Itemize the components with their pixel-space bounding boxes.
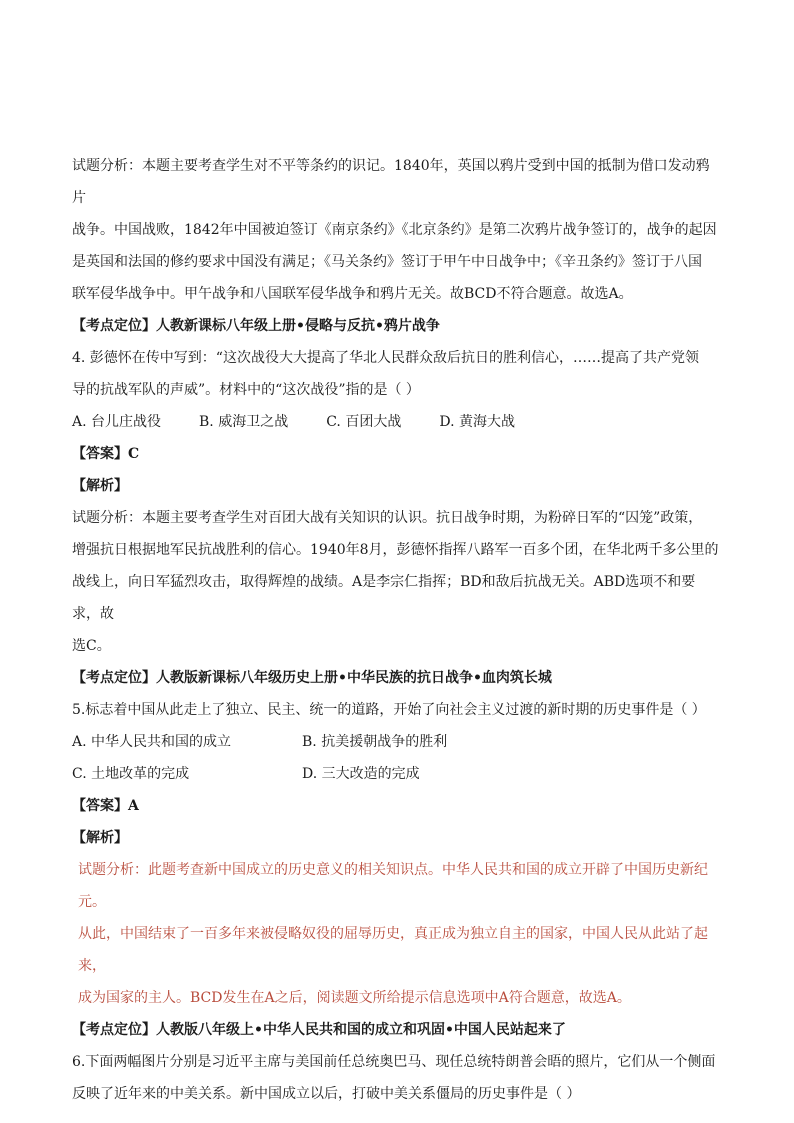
- q3-analysis-line-3: 是英国和法国的修约要求中国没有满足；《马关条约》签订于甲午中日战争中；《辛丑条约》签订于八国: [72, 254, 702, 270]
- document-page: [72, 150, 722, 1110]
- q3-analysis-line-4: 联军侵华战争中。甲午战争和八国联军侵华战争和鸦片无关。故BCD不符合题意。故选A。: [72, 286, 633, 302]
- q5-option-c: C. 土地改革的完成: [72, 766, 190, 782]
- q4-analysis-line-2: 增强抗日根据地军民抗战胜利的信心。1940年8月，彭德怀指挥八路军一百多个团，在华北两千多公里的: [72, 542, 719, 558]
- q6-stem-line-1: 6.下面两幅图片分别是习近平主席与美国前任总统奥巴马、现任总统特朗普会晤的照片，它们从一个侧面: [72, 1054, 716, 1070]
- q4-jiexi: 【解析】: [72, 478, 128, 494]
- q5-option-d: D. 三大改造的完成: [302, 766, 420, 782]
- q5-kaodian: 【考点定位】人教版八年级上•中华人民共和国的成立和巩固•中国人民站起来了: [72, 1022, 566, 1038]
- q5-option-a: A. 中华人民共和国的成立: [72, 734, 232, 750]
- q4-options: [72, 406, 722, 438]
- q4-answer: 【答案】C: [72, 446, 140, 462]
- q4-stem-line-1: 4. 彭德怀在传中写到：“这次战役大大提高了华北人民群众敌后抗日的胜利信心，……提高了共产党领: [72, 350, 699, 366]
- q4-analysis-line-4: 选C。: [72, 638, 111, 654]
- q5-analysis-line-1: 试题分析：此题考查新中国成立的历史意义的相关知识点。中华人民共和国的成立开辟了中国历史新纪元。: [78, 862, 708, 910]
- q4-option-b: B. 威海卫之战: [199, 414, 289, 430]
- q4-stem: [72, 342, 722, 406]
- q6-stem-line-2: 反映了近年来的中美关系。新中国成立以后，打破中美关系僵局的历史事件是（ ）: [72, 1086, 581, 1102]
- q3-analysis-line-1: 试题分析：本题主要考查学生对不平等条约的识记。1840年，英国以鸦片受到中国的抵制为借口发动鸦片: [72, 158, 710, 206]
- q4-kaodian: 【考点定位】人教版新课标八年级历史上册•中华民族的抗日战争•血肉筑长城: [72, 670, 552, 686]
- q5-answer: 【答案】A: [72, 798, 139, 814]
- q5-option-b: B. 抗美援朝战争的胜利: [302, 734, 448, 750]
- q4-option-d: D. 黄海大战: [439, 414, 515, 430]
- q3-analysis-line-2: 战争。中国战败，1842年中国被迫签订《南京条约》《北京条约》是第二次鸦片战争签订的，战争的起因: [72, 222, 717, 238]
- q5-analysis-line-2: 从此，中国结束了一百多年来被侵略奴役的屈辱历史，真正成为独立自主的国家，中国人民从此站了起来，: [78, 926, 708, 974]
- q4-analysis: [72, 502, 722, 662]
- q5-jiexi: 【解析】: [72, 830, 128, 846]
- q5-options-row-1: [72, 726, 722, 758]
- q4-option-c: C. 百团大战: [326, 414, 402, 430]
- q4-option-a: A. 台儿庄战役: [72, 414, 162, 430]
- q6-stem: [72, 1046, 722, 1110]
- q4-stem-line-2: 导的抗战军队的声威”。材料中的“这次战役”指的是（ ）: [72, 382, 420, 398]
- q4-analysis-line-1: 试题分析：本题主要考查学生对百团大战有关知识的认识。抗日战争时期，为粉碎日军的“囚笼”政策，: [72, 510, 703, 526]
- q4-analysis-line-3: 战线上，向日军猛烈攻击，取得辉煌的战绩。A是李宗仁指挥；BD和敌后抗战无关。ABD选项不和要求，故: [72, 574, 696, 622]
- q3-kaodian: 【考点定位】人教新课标八年级上册•侵略与反抗•鸦片战争: [72, 318, 440, 334]
- q5-options-row-2: [72, 758, 722, 790]
- q5-analysis: [72, 854, 722, 1014]
- q5-stem: 5.标志着中国从此走上了独立、民主、统一的道路，开始了向社会主义过渡的新时期的历史事件是（ ）: [72, 702, 706, 718]
- q3-analysis: [72, 150, 722, 310]
- q5-analysis-line-3: 成为国家的主人。BCD发生在A之后，阅读题文所给提示信息选项中A符合题意，故选A。: [78, 990, 631, 1006]
